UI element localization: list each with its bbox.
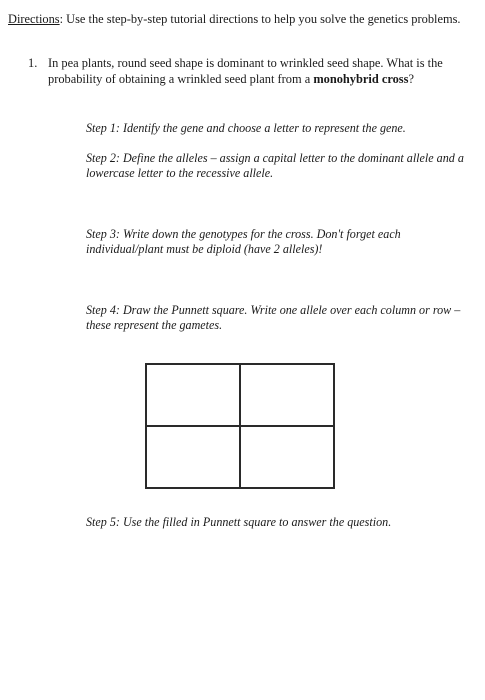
question-text-end: ? bbox=[408, 72, 414, 86]
question-number: 1. bbox=[28, 56, 38, 70]
step-4: Step 4: Draw the Punnett square. Write one allele over each column or row – these represent the gametes. bbox=[86, 303, 461, 332]
question-bold-term: monohybrid cross bbox=[313, 72, 409, 86]
directions-label: Directions bbox=[8, 12, 60, 26]
step-2: Step 2: Define the alleles – assign a capital letter to the dominant allele and a lowercase letter to the recessive allele. bbox=[86, 151, 464, 180]
step-3: Step 3: Write down the genotypes for the cross. Don't forget each individual/plant must be diploid (have 2 alleles)! bbox=[86, 227, 401, 256]
step-5: Step 5: Use the filled in Punnett square to answer the question. bbox=[86, 515, 392, 529]
directions-paragraph bbox=[8, 11, 478, 27]
step-1: Step 1: Identify the gene and choose a letter to represent the gene. bbox=[86, 121, 406, 135]
punnett-cell-bottom-left[interactable] bbox=[146, 426, 240, 488]
directions-text: : Use the step-by-step tutorial directions to help you solve the genetics problems. bbox=[59, 12, 461, 26]
question-text-main: In pea plants, round seed shape is dominant to wrinkled seed shape. What is the probability of obtaining a wrinkled seed plant from a bbox=[48, 56, 443, 86]
punnett-cell-top-left[interactable] bbox=[146, 364, 240, 426]
punnett-cell-top-right[interactable] bbox=[240, 364, 334, 426]
punnett-square bbox=[145, 363, 335, 489]
question-text bbox=[48, 55, 468, 87]
punnett-cell-bottom-right[interactable] bbox=[240, 426, 334, 488]
